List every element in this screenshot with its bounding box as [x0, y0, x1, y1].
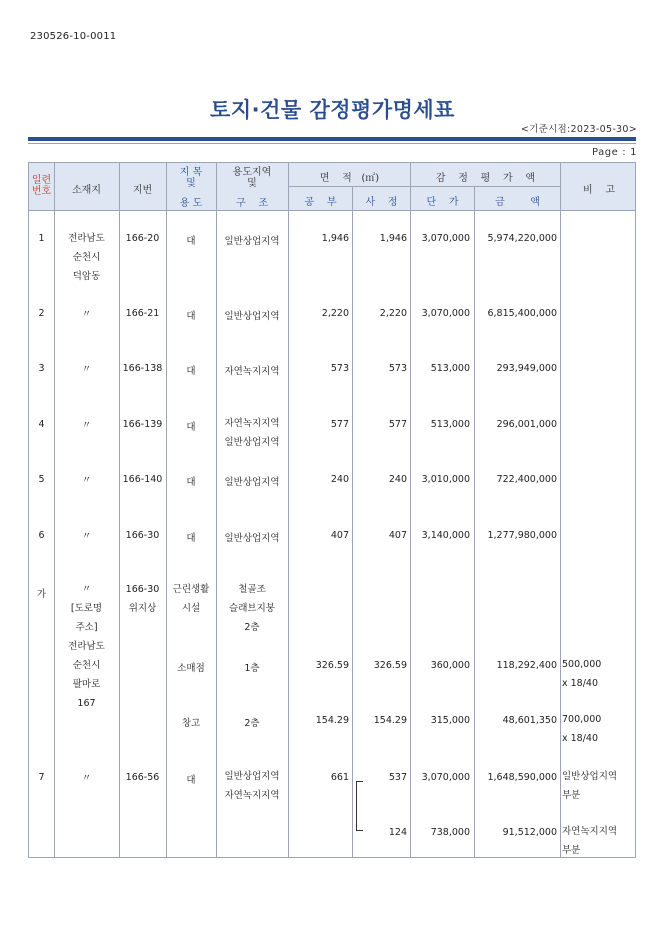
cell-amount: 722,400,000	[496, 474, 557, 485]
cell-lot: 166-21	[125, 308, 160, 319]
cell-area-actual: 240	[388, 474, 407, 485]
cell-area-actual: 154.29	[373, 715, 407, 726]
header-location: 소재지	[72, 185, 101, 196]
cell-area-public: 154.29	[315, 715, 349, 726]
cell-lot: 166-20	[125, 233, 160, 244]
cell-amount: 1,648,590,000	[487, 772, 557, 783]
col-divider	[119, 163, 120, 857]
base-date: <기준시점:2023-05-30>	[520, 124, 637, 135]
cell-category: 창고	[181, 718, 201, 729]
cell-category: 대	[186, 533, 196, 544]
page-title: 토지·건물 감정평가명세표	[210, 98, 455, 122]
cell-remarks: 700,000 x 18/40	[562, 714, 602, 744]
cell-category: 대	[186, 311, 196, 322]
cell-amount: 118,292,400	[496, 660, 557, 671]
cell-zoning: 자연녹지지역	[224, 366, 280, 377]
cell-category: 대	[186, 366, 196, 377]
col-divider	[166, 163, 167, 857]
cell-unit-price: 315,000	[430, 715, 470, 726]
header-unit-price: 단 가	[426, 197, 459, 208]
cell-zoning: 1층	[244, 663, 260, 674]
cell-zoning: 일반상업지역	[224, 533, 280, 544]
cell-no: 1	[38, 233, 45, 244]
header-lot: 지번	[132, 185, 153, 196]
cell-area-actual: 2,220	[379, 308, 407, 319]
header-area-actual: 사 정	[365, 197, 398, 208]
cell-no: 3	[38, 363, 45, 374]
header-category-bottom: 용 도	[179, 198, 203, 209]
header-zoning-top: 용도지역 및	[232, 167, 272, 189]
cell-no: 6	[38, 530, 45, 541]
cell-category: 근린생활 시설	[172, 584, 210, 614]
cell-area-public: 2,220	[321, 308, 349, 319]
cell-unit-price: 3,010,000	[421, 474, 470, 485]
header-area-public: 공 부	[304, 197, 337, 208]
cell-unit-price: 513,000	[430, 419, 470, 430]
cell-zoning: 일반상업지역	[224, 477, 280, 488]
cell-lot: 166-30	[125, 530, 160, 541]
cell-area-public: 577	[330, 419, 349, 430]
cell-no: 가	[36, 589, 47, 600]
cell-unit-price: 3,140,000	[421, 530, 470, 541]
cell-no: 7	[38, 772, 45, 783]
cell-zoning: 자연녹지지역 일반상업지역	[224, 418, 280, 448]
col-divider	[560, 163, 561, 857]
cell-zoning: 일반상업지역 자연녹지지역	[224, 771, 280, 801]
cell-location: 〃	[81, 773, 92, 784]
cell-amount: 1,277,980,000	[487, 530, 557, 541]
cell-location: 전라남도 순천시 덕암동	[68, 233, 105, 282]
header-area: 면 적 (㎡)	[319, 173, 380, 184]
col-divider	[352, 186, 353, 857]
cell-location: 〃	[81, 309, 92, 320]
cell-area-public: 1,946	[321, 233, 349, 244]
cell-area-actual: 124	[388, 827, 407, 838]
cell-area-public: 661	[330, 772, 349, 783]
cell-location: 〃	[81, 475, 92, 486]
cell-zoning: 2층	[244, 718, 260, 729]
cell-lot: 166-30 위지상	[125, 584, 160, 614]
header-subdivider	[289, 186, 560, 187]
col-divider	[410, 163, 411, 857]
cell-no: 2	[38, 308, 45, 319]
page-separator: :	[622, 147, 627, 158]
area-split-bracket	[356, 781, 363, 831]
page-indicator	[588, 147, 637, 158]
cell-lot: 166-139	[122, 419, 163, 430]
cell-area-actual: 537	[388, 772, 407, 783]
header-amount: 금 액	[495, 197, 540, 208]
cell-category: 대	[186, 477, 196, 488]
cell-location: 〃 [도로명 주소] 전라남도 순천시 팔마로 167	[68, 584, 105, 709]
cell-area-actual: 577	[388, 419, 407, 430]
cell-amount: 6,815,400,000	[487, 308, 557, 319]
cell-amount: 48,601,350	[502, 715, 557, 726]
document-number: 230526-10-0011	[30, 31, 117, 42]
header-category-top: 지 목 및	[179, 167, 203, 189]
cell-zoning: 일반상업지역	[224, 311, 280, 322]
cell-category: 대	[186, 236, 196, 247]
cell-remarks: 500,000 x 18/40	[562, 659, 602, 689]
cell-area-actual: 573	[388, 363, 407, 374]
page-number: 1	[630, 147, 637, 158]
cell-unit-price: 3,070,000	[421, 308, 470, 319]
cell-amount: 293,949,000	[496, 363, 557, 374]
cell-remarks: 자연녹지지역 부분	[562, 826, 618, 856]
col-divider	[474, 186, 475, 857]
cell-area-actual: 326.59	[373, 660, 407, 671]
col-divider	[216, 163, 217, 857]
cell-category: 대	[186, 422, 196, 433]
cell-lot: 166-140	[122, 474, 163, 485]
cell-unit-price: 3,070,000	[421, 772, 470, 783]
title-rule-thin	[28, 143, 636, 144]
cell-location: 〃	[81, 531, 92, 542]
cell-unit-price: 3,070,000	[421, 233, 470, 244]
cell-unit-price: 360,000	[430, 660, 470, 671]
appraisal-table	[28, 162, 636, 858]
cell-amount: 296,001,000	[496, 419, 557, 430]
cell-unit-price: 738,000	[430, 827, 470, 838]
cell-area-public: 326.59	[315, 660, 349, 671]
cell-unit-price: 513,000	[430, 363, 470, 374]
cell-no: 5	[38, 474, 45, 485]
cell-remarks: 일반상업지역 부분	[562, 771, 618, 801]
cell-area-public: 240	[330, 474, 349, 485]
header-zoning-bottom: 구 조	[235, 198, 269, 209]
cell-zoning: 철골조 슬래브지붕 2층	[229, 584, 275, 633]
cell-amount: 5,974,220,000	[487, 233, 557, 244]
cell-area-actual: 1,946	[379, 233, 407, 244]
col-divider	[288, 163, 289, 857]
cell-area-public: 407	[330, 530, 349, 541]
header-value: 감 정 평 가 액	[435, 173, 536, 184]
cell-category: 대	[186, 775, 196, 786]
header-remarks: 비 고	[582, 185, 616, 196]
cell-area-public: 573	[330, 363, 349, 374]
page-label: Page	[592, 147, 619, 158]
cell-amount: 91,512,000	[502, 827, 557, 838]
title-rule-thick	[28, 137, 636, 141]
cell-zoning: 일반상업지역	[224, 236, 280, 247]
cell-category: 소매점	[177, 663, 205, 674]
header-no: 일련 번호	[31, 175, 52, 197]
cell-area-actual: 407	[388, 530, 407, 541]
cell-lot: 166-56	[125, 772, 160, 783]
cell-location: 〃	[81, 420, 92, 431]
cell-no: 4	[38, 419, 45, 430]
cell-location: 〃	[81, 364, 92, 375]
cell-lot: 166-138	[122, 363, 163, 374]
